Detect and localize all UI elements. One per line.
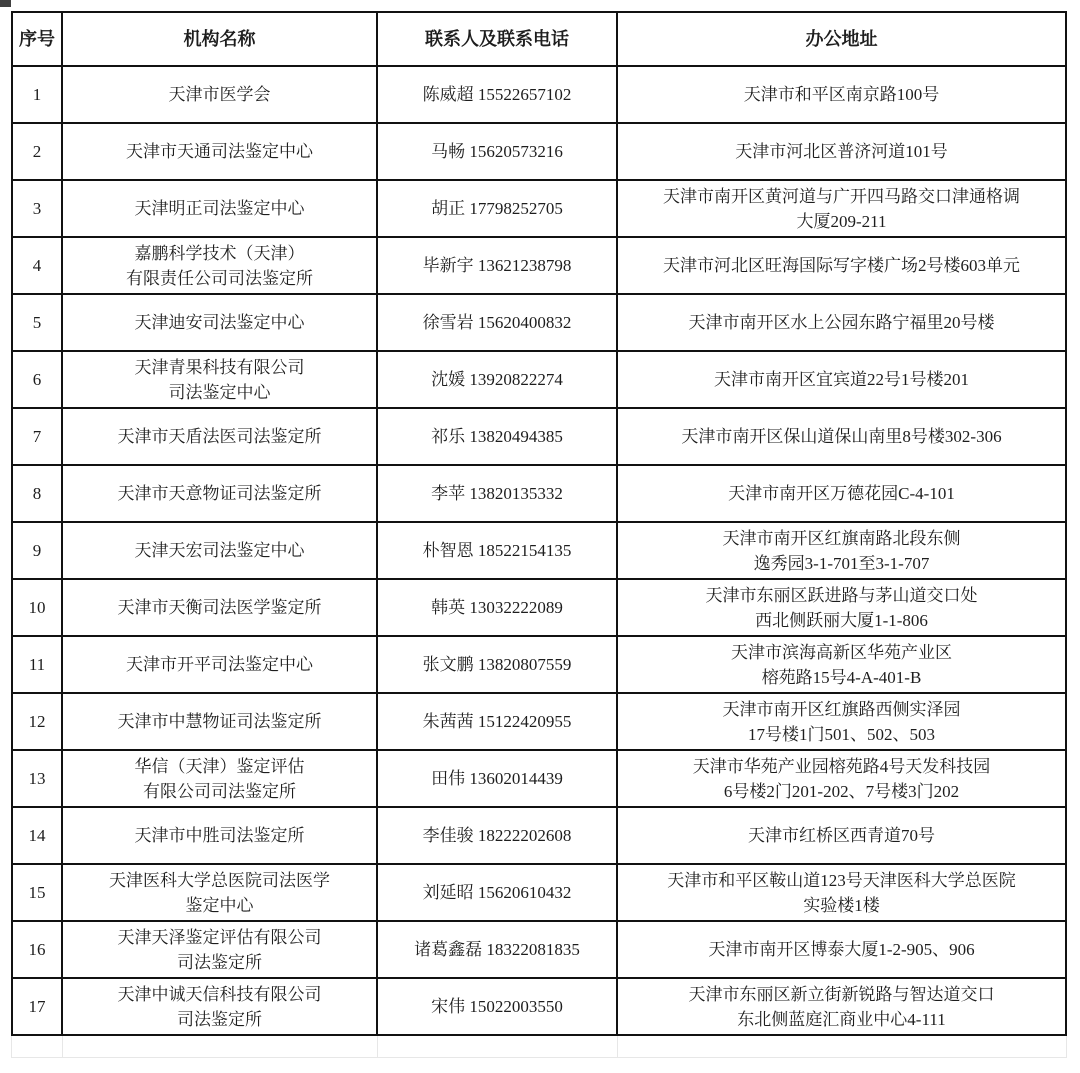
- contact-cell: 马畅 15620573216: [378, 124, 618, 179]
- address-cell: 天津市南开区红旗南路北段东侧 逸秀园3-1-701至3-1-707: [618, 523, 1067, 578]
- contact-cell: 诸葛鑫磊 18322081835: [378, 922, 618, 977]
- table-row: [11, 751, 1067, 808]
- row-number-cell: 15: [11, 865, 63, 920]
- table-row: [11, 694, 1067, 751]
- table-row: [11, 523, 1067, 580]
- institution-name-cell: 嘉鹏科学技术（天津） 有限责任公司司法鉴定所: [63, 238, 378, 293]
- contact-cell: 胡正 17798252705: [378, 181, 618, 236]
- table-row: [11, 124, 1067, 181]
- table-row: [11, 922, 1067, 979]
- row-number-cell: 1: [11, 67, 63, 122]
- address-cell: 天津市河北区普济河道101号: [618, 124, 1067, 179]
- row-number-cell: 6: [11, 352, 63, 407]
- header-cell-name: 机构名称: [63, 13, 378, 65]
- row-number-cell: 16: [11, 922, 63, 977]
- row-number-cell: 8: [11, 466, 63, 521]
- row-number-cell: 5: [11, 295, 63, 350]
- contact-cell: 张文鹏 13820807559: [378, 637, 618, 692]
- row-number-cell: 2: [11, 124, 63, 179]
- address-cell: 天津市南开区万德花园C-4-101: [618, 466, 1067, 521]
- table-row: [11, 466, 1067, 523]
- table-row: [11, 979, 1067, 1036]
- empty-cell: [618, 1036, 1067, 1057]
- row-number-cell: 3: [11, 181, 63, 236]
- row-number-cell: 13: [11, 751, 63, 806]
- table-row: [11, 808, 1067, 865]
- institution-name-cell: 天津市中慧物证司法鉴定所: [63, 694, 378, 749]
- contact-cell: 沈媛 13920822274: [378, 352, 618, 407]
- address-cell: 天津市滨海高新区华苑产业区 榕苑路15号4-A-401-B: [618, 637, 1067, 692]
- empty-cell: [378, 1036, 618, 1057]
- institution-name-cell: 天津医科大学总医院司法医学 鉴定中心: [63, 865, 378, 920]
- address-cell: 天津市华苑产业园榕苑路4号天发科技园 6号楼2门201-202、7号楼3门202: [618, 751, 1067, 806]
- address-cell: 天津市河北区旺海国际写字楼广场2号楼603单元: [618, 238, 1067, 293]
- institution-name-cell: 天津市天盾法医司法鉴定所: [63, 409, 378, 464]
- appraisal-institutions-table: [11, 11, 1067, 1058]
- address-cell: 天津市南开区博泰大厦1-2-905、906: [618, 922, 1067, 977]
- institution-name-cell: 天津市天意物证司法鉴定所: [63, 466, 378, 521]
- table-header-row: [11, 11, 1067, 67]
- row-number-cell: 12: [11, 694, 63, 749]
- institution-name-cell: 天津天宏司法鉴定中心: [63, 523, 378, 578]
- address-cell: 天津市东丽区新立街新锐路与智达道交口 东北侧蓝庭汇商业中心4-111: [618, 979, 1067, 1034]
- address-cell: 天津市南开区水上公园东路宁福里20号楼: [618, 295, 1067, 350]
- institution-name-cell: 天津明正司法鉴定中心: [63, 181, 378, 236]
- contact-cell: 宋伟 15022003550: [378, 979, 618, 1034]
- contact-cell: 朴智恩 18522154135: [378, 523, 618, 578]
- institution-name-cell: 天津市医学会: [63, 67, 378, 122]
- contact-cell: 徐雪岩 15620400832: [378, 295, 618, 350]
- header-cell-address: 办公地址: [618, 13, 1067, 65]
- contact-cell: 朱茜茜 15122420955: [378, 694, 618, 749]
- table-row: [11, 181, 1067, 238]
- contact-cell: 李佳骏 18222202608: [378, 808, 618, 863]
- empty-cell: [11, 1036, 63, 1057]
- address-cell: 天津市和平区南京路100号: [618, 67, 1067, 122]
- header-cell-contact: 联系人及联系电话: [378, 13, 618, 65]
- scan-artifact: [0, 0, 11, 7]
- contact-cell: 刘延昭 15620610432: [378, 865, 618, 920]
- table-row: [11, 637, 1067, 694]
- address-cell: 天津市南开区宜宾道22号1号楼201: [618, 352, 1067, 407]
- row-number-cell: 7: [11, 409, 63, 464]
- row-number-cell: 14: [11, 808, 63, 863]
- address-cell: 天津市东丽区跃进路与茅山道交口处 西北侧跃丽大厦1-1-806: [618, 580, 1067, 635]
- row-number-cell: 9: [11, 523, 63, 578]
- contact-cell: 田伟 13602014439: [378, 751, 618, 806]
- row-number-cell: 11: [11, 637, 63, 692]
- contact-cell: 李苹 13820135332: [378, 466, 618, 521]
- address-cell: 天津市南开区黄河道与广开四马路交口津通格调 大厦209-211: [618, 181, 1067, 236]
- header-cell-index: 序号: [11, 13, 63, 65]
- table-row: [11, 295, 1067, 352]
- institution-name-cell: 天津中诚天信科技有限公司 司法鉴定所: [63, 979, 378, 1034]
- institution-name-cell: 天津青果科技有限公司 司法鉴定中心: [63, 352, 378, 407]
- row-number-cell: 4: [11, 238, 63, 293]
- row-number-cell: 17: [11, 979, 63, 1034]
- empty-row: [11, 1036, 1067, 1058]
- table-row: [11, 352, 1067, 409]
- contact-cell: 陈威超 15522657102: [378, 67, 618, 122]
- institution-name-cell: 天津天泽鉴定评估有限公司 司法鉴定所: [63, 922, 378, 977]
- address-cell: 天津市南开区保山道保山南里8号楼302-306: [618, 409, 1067, 464]
- table-body: [11, 67, 1067, 1036]
- contact-cell: 韩英 13032222089: [378, 580, 618, 635]
- address-cell: 天津市红桥区西青道70号: [618, 808, 1067, 863]
- empty-cell: [63, 1036, 378, 1057]
- contact-cell: 毕新宇 13621238798: [378, 238, 618, 293]
- institution-name-cell: 华信（天津）鉴定评估 有限公司司法鉴定所: [63, 751, 378, 806]
- table-row: [11, 238, 1067, 295]
- address-cell: 天津市南开区红旗路西侧实泽园 17号楼1门501、502、503: [618, 694, 1067, 749]
- contact-cell: 祁乐 13820494385: [378, 409, 618, 464]
- row-number-cell: 10: [11, 580, 63, 635]
- table-row: [11, 580, 1067, 637]
- table-row: [11, 409, 1067, 466]
- table-row: [11, 67, 1067, 124]
- institution-name-cell: 天津市中胜司法鉴定所: [63, 808, 378, 863]
- table-row: [11, 865, 1067, 922]
- institution-name-cell: 天津市天衡司法医学鉴定所: [63, 580, 378, 635]
- address-cell: 天津市和平区鞍山道123号天津医科大学总医院 实验楼1楼: [618, 865, 1067, 920]
- institution-name-cell: 天津迪安司法鉴定中心: [63, 295, 378, 350]
- institution-name-cell: 天津市天通司法鉴定中心: [63, 124, 378, 179]
- institution-name-cell: 天津市开平司法鉴定中心: [63, 637, 378, 692]
